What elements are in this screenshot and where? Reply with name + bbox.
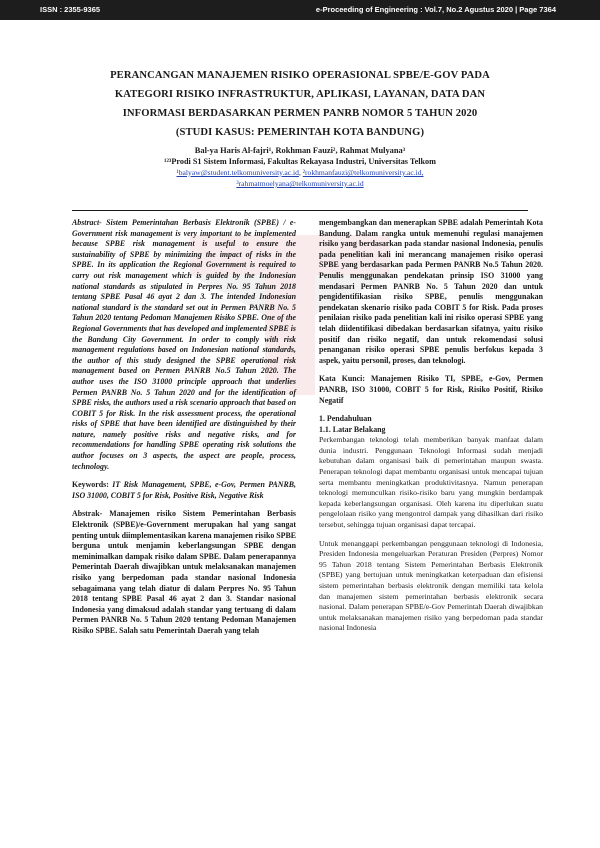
title-line: KATEGORI RISIKO INFRASTRUKTUR, APLIKASI, LAYANAN, DATA DAN (114, 89, 486, 100)
title-line: (STUDI KASUS: PEMERINTAH KOTA BANDUNG) (175, 127, 425, 138)
title-divider (72, 210, 528, 211)
issn-label: ISSN : 2355-9365 (40, 5, 101, 14)
abstract-english: Abstract- Sistem Pemerintahan Berbasis Elektronik (SPBE) / e-Government risk management is very important to be implemented because SPBE risk management is useful to ensure the sustainability of SPBE by minimizing the impact of risks in the SPBE. In its application the Regional Government is required to carry out risk management which is guided by the Indonesian national standards as stipulated in Perpres No. 95 Tahun 2018 tentang SPBE Pasal 46 ayat 2 dan 3. The intended Indonesian national standard is the standard set out in Permen PANRB No. 5 Tahun 2020 tentang Pedoman Manajemen Risiko SPBE. One of the Regional Governments that has developed and implemented SPBE is the Bandung City Government. In order to comply with risk management regulations based on Indonesian national standards, the author of this study designed the SPBE operational risk management based on Permen PANRB No.5 Tahun 2020. The author uses the ISO 31000 principle approach that underlies Permen PANRB No. 5 Tahun 2020 and for the identification of SPBE risks, the authors used a risk scenario approach that based on COBIT 5 for Risk. In the risk assessment process, the operational risks of SPBE that have been identified are distinguished by their nature, namely positive risks and negative risks, and for recommendations for handling SPBE operating risk solutions the author focuses on 3 aspects, the aspect are people, process, technology. (72, 218, 296, 471)
left-column (72, 218, 296, 645)
abstrak-indonesian: Abstrak- Manajemen risiko Sistem Pemerintahan Berbasis Elektronik (SPBE)/e-Government merupakan hal yang sangat penting untuk diimplementasikan karena manajemen risiko SPBE berguna untuk menjamin keberlangsungan SPBE dengan meminimalkan dampak risiko dalam SPBE. Dalam penerapannya Pemerintah Daerah diwajibkan untuk melaksanakan manajemen risiko yang berpedoman pada standar nasional Indonesia sebagaimana yang telah diatur di dalam Perpres No. 95 Tahun 2018 tentang SPBE Pasal 46 ayat 2 dan 3. Standar nasional Indonesia yang dimaksud adalah standar yang tertuang di dalam Permen PANRB No. 5 Tahun 2020 tentang Pedoman Manajemen Risiko SPBE. Salah satu Pemerintah Daerah yang telah (72, 509, 296, 635)
author-emails (40, 167, 560, 178)
title-line: PERANCANGAN MANAJEMEN RISIKO OPERASIONAL SPBE/E-GOV PADA (110, 70, 490, 81)
title-line: INFORMASI BERDASARKAN PERMEN PANRB NOMOR 5 TAHUN 2020 (122, 108, 478, 119)
keywords-indonesian (319, 374, 543, 406)
email-link-1[interactable]: ¹balyaw@student.telkomuniversity.ac.id (176, 168, 299, 177)
subsection-heading-latar-belakang: 1.1. Latar Belakang (319, 424, 386, 434)
kata-kunci-label: Kata Kunci: (319, 374, 365, 384)
intro-paragraph-2: Untuk menanggapi perkembangan penggunaan teknologi di Indonesia, Presiden Indonesia mengeluarkan Peraturan Presiden (Perpres) Nomor 95 Tahun 2018 tentang Sistem Pemerintahan Berbasis Elektronik (SPBE) yang bertujuan untuk meningkatkan keterpaduan dan efisiensi sistem pemerintahan berbasis elektronik dengan memiliki tata kelola dan manajemen sistem pemerintahan berbasis elektronik secara nasional. Dalam penerapan SPBE/e-Gov Pemerintah Daerah diwajibkan untuk melaksanakan manajemen risiko yang berpedoman pada standar nasional Indonesia (319, 538, 543, 633)
journal-citation: e-Proceeding of Engineering : Vol.7, No.2 Agustus 2020 | Page 7364 (315, 5, 556, 14)
paper-title (40, 66, 560, 142)
author-list: Bal-ya Haris Al-fajri¹, Rokhman Fauzi², Rahmat Mulyana³ (194, 146, 406, 155)
keywords-value: IT Risk Management, SPBE, e-Gov, Permen PANRB, ISO 31000, COBIT 5 for Risk, Positive Risk, Negative Risk (72, 480, 296, 500)
journal-header-bar (0, 0, 600, 20)
paper-header (40, 66, 560, 189)
email-link-2[interactable]: ²rokhmanfauzi@telkomuniversity.ac.id, (302, 168, 424, 177)
author-affiliation: ¹²³Prodi S1 Sistem Informasi, Fakultas Rekayasa Industri, Universitas Telkom (164, 157, 436, 166)
email-link-3[interactable]: ³rahmatmoelyana@telkomuniversity.ac.id (236, 179, 364, 188)
section-heading-pendahuluan: 1. Pendahuluan (319, 414, 372, 424)
author-emails-line-2 (40, 178, 560, 189)
kata-kunci-value: Manajemen Risiko TI, SPBE, e-Gov, Permen PANRB, ISO 31000, COBIT 5 for Risk, Risiko Positif, Risiko Negatif (319, 374, 544, 405)
right-column (319, 218, 543, 642)
intro-paragraph-1: Perkembangan teknologi telah memberikan banyak manfaat dalam dunia industri. Penggunaan Teknologi Informasi sudah menjadi kebutuhan dalam organisasi baik di pemerintahan maupun swasta. Penerapan teknologi dapat membantu organisasi untuk mencapai tujuan serta membantu meningkatkan produktivitasnya. Namun penerapan teknologi memunculkan risiko-risiko baru yang mungkin berdampak kepada keberlangsungan organisasi. Oleh karena itu diperlukan suatu pengelolaan risiko yang mengontrol dampak yang dihasilkan dari risiko tersebut, sehingga tujuan organisasi dapat tercapai. (319, 435, 543, 530)
email-separator: , (298, 168, 303, 177)
keywords-label: Keywords: (72, 480, 109, 490)
abstrak-continued: mengembangkan dan menerapkan SPBE adalah Pemerintah Kota Bandung. Dalam rangka untuk memenuhi regulasi manajemen risiko yang berdasarkan pada standar nasional Indonesia, penulis pada penelitian kali ini merancang manajemen risiko operasi SPBE yang berdasarkan pada Permen PANRB No.5 Tahun 2020. Penulis menggunakan pendekatan prinsip ISO 31000 yang mendasari Permen PANRB No. 5 Tahun 2020 dan untuk pengidentifikasian risiko SPBE, penulis menggunakan pendekatan skenario risiko pada COBIT 5 for Risk. Pada proses penilaian risiko pada penelitian kali ini risiko operasi SPBE yang telah diidentifikasi dibedakan berdasarkan sifatnya, yaitu risiko positif dan risiko negatif, dan untuk rekomendasi solusi penanganan risiko operasi SPBE penulis berfokus kepada 3 aspek, yaitu personil, proses, dan teknologi. (319, 218, 543, 365)
keywords-english (72, 480, 296, 501)
